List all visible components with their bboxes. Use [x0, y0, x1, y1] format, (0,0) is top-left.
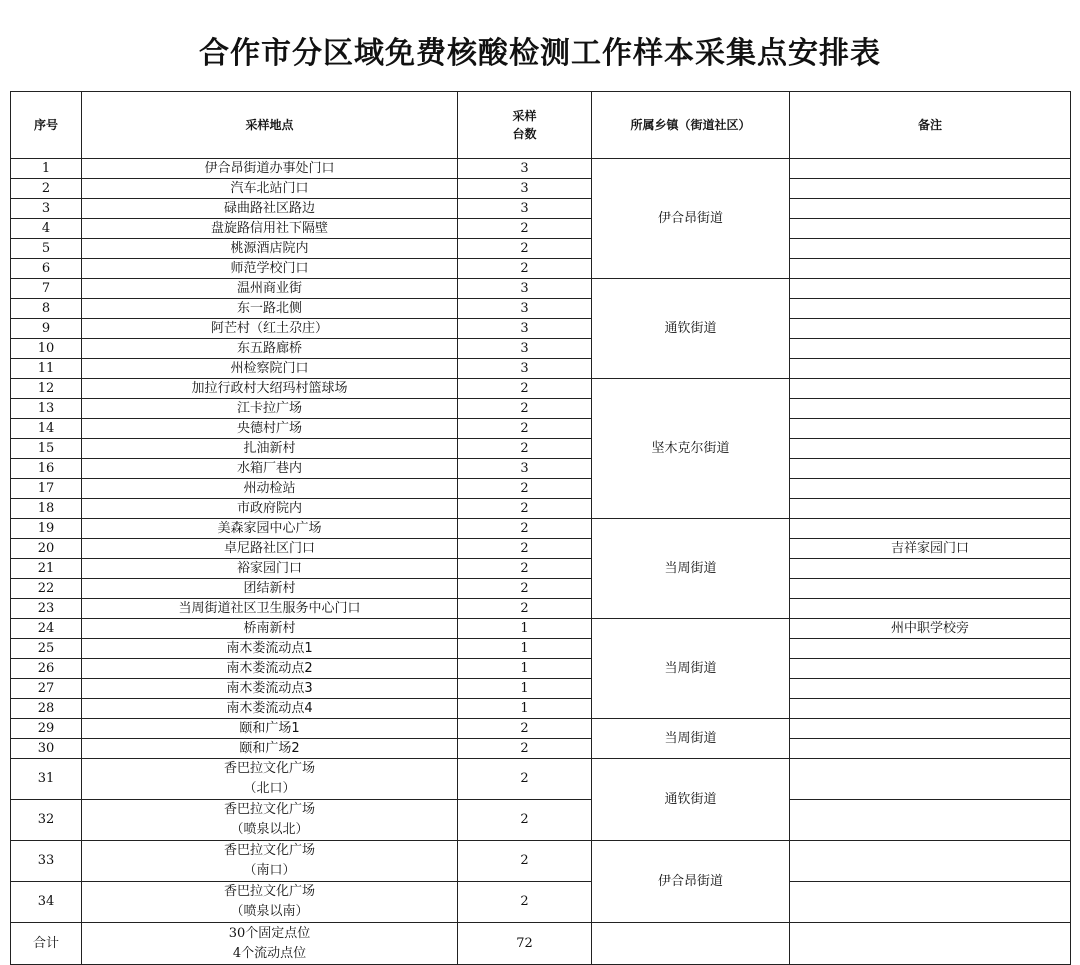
total-town	[592, 923, 790, 965]
cell-note	[790, 399, 1071, 419]
cell-note	[790, 519, 1071, 539]
cell-town: 坚木克尔街道	[592, 379, 790, 519]
cell-seq: 6	[11, 259, 82, 279]
cell-count: 2	[458, 519, 592, 539]
cell-note	[790, 679, 1071, 699]
cell-seq: 17	[11, 479, 82, 499]
cell-count: 2	[458, 399, 592, 419]
cell-town: 伊合昂街道	[592, 841, 790, 923]
total-location-line1: 30个固定点位	[228, 925, 311, 941]
cell-seq: 2	[11, 179, 82, 199]
cell-location: 市政府院内	[82, 499, 458, 519]
table-row	[11, 519, 1071, 539]
table-row	[11, 279, 1071, 299]
total-note	[790, 923, 1071, 965]
cell-location	[82, 759, 458, 800]
cell-note	[790, 179, 1071, 199]
cell-location: 美森家园中心广场	[82, 519, 458, 539]
location-line1: 香巴拉文化广场	[223, 843, 315, 858]
cell-seq: 33	[11, 841, 82, 882]
location-line2: （喷泉以南）	[230, 904, 309, 919]
cell-seq: 20	[11, 539, 82, 559]
cell-location: 桃源酒店院内	[82, 239, 458, 259]
cell-location: 阿芒村（红土尕庄）	[82, 319, 458, 339]
location-line2: （喷泉以北）	[230, 822, 309, 837]
cell-location: 当周街道社区卫生服务中心门口	[82, 599, 458, 619]
cell-note	[790, 759, 1071, 800]
cell-note	[790, 319, 1071, 339]
cell-note	[790, 739, 1071, 759]
total-row	[11, 923, 1071, 965]
cell-count: 2	[458, 739, 592, 759]
table-row	[11, 399, 1071, 419]
cell-seq: 28	[11, 699, 82, 719]
cell-seq: 25	[11, 639, 82, 659]
table-row	[11, 439, 1071, 459]
table-row	[11, 239, 1071, 259]
cell-count: 2	[458, 259, 592, 279]
header-count-line1: 采样	[512, 109, 537, 123]
cell-location: 东一路北侧	[82, 299, 458, 319]
cell-seq: 12	[11, 379, 82, 399]
cell-seq: 11	[11, 359, 82, 379]
cell-location: 加拉行政村大绍玛村篮球场	[82, 379, 458, 399]
cell-location: 师范学校门口	[82, 259, 458, 279]
cell-count: 2	[458, 559, 592, 579]
table-row	[11, 739, 1071, 759]
cell-note	[790, 439, 1071, 459]
cell-note	[790, 579, 1071, 599]
table-row	[11, 679, 1071, 699]
cell-count: 2	[458, 579, 592, 599]
table-row	[11, 719, 1071, 739]
cell-count: 2	[458, 719, 592, 739]
cell-seq: 21	[11, 559, 82, 579]
cell-count: 3	[458, 359, 592, 379]
cell-location: 南木娄流动点1	[82, 639, 458, 659]
cell-count: 2	[458, 539, 592, 559]
table-row	[11, 882, 1071, 923]
cell-location: 央德村广场	[82, 419, 458, 439]
cell-count: 2	[458, 499, 592, 519]
table-row	[11, 579, 1071, 599]
cell-note	[790, 419, 1071, 439]
header-count-line2: 台数	[512, 127, 537, 141]
cell-seq: 34	[11, 882, 82, 923]
cell-note	[790, 659, 1071, 679]
table-row	[11, 359, 1071, 379]
cell-note	[790, 841, 1071, 882]
cell-note	[790, 199, 1071, 219]
header-row	[11, 92, 1071, 159]
table-row	[11, 199, 1071, 219]
cell-seq: 15	[11, 439, 82, 459]
cell-location: 南木娄流动点2	[82, 659, 458, 679]
cell-count: 2	[458, 419, 592, 439]
cell-count: 1	[458, 639, 592, 659]
cell-location: 伊合昂街道办事处门口	[82, 159, 458, 179]
cell-note	[790, 239, 1071, 259]
table-row	[11, 379, 1071, 399]
table-row	[11, 639, 1071, 659]
cell-location: 温州商业街	[82, 279, 458, 299]
cell-note: 吉祥家园门口	[790, 539, 1071, 559]
table-row	[11, 479, 1071, 499]
table-row	[11, 499, 1071, 519]
cell-note	[790, 559, 1071, 579]
table-row	[11, 699, 1071, 719]
cell-location: 东五路廊桥	[82, 339, 458, 359]
cell-location: 颐和广场2	[82, 739, 458, 759]
cell-seq: 30	[11, 739, 82, 759]
cell-seq: 31	[11, 759, 82, 800]
cell-location: 裕家园门口	[82, 559, 458, 579]
cell-note	[790, 699, 1071, 719]
cell-location	[82, 800, 458, 841]
total-label: 合计	[11, 923, 82, 965]
cell-seq: 9	[11, 319, 82, 339]
cell-seq: 1	[11, 159, 82, 179]
table-row	[11, 619, 1071, 639]
cell-town: 通钦街道	[592, 759, 790, 841]
cell-seq: 5	[11, 239, 82, 259]
cell-count: 2	[458, 599, 592, 619]
table-row	[11, 759, 1071, 800]
cell-note	[790, 279, 1071, 299]
cell-location: 团结新村	[82, 579, 458, 599]
cell-town: 通钦街道	[592, 279, 790, 379]
cell-note	[790, 359, 1071, 379]
header-seq: 序号	[11, 92, 82, 159]
table-row	[11, 339, 1071, 359]
cell-count: 2	[458, 479, 592, 499]
cell-count: 3	[458, 159, 592, 179]
table-row	[11, 599, 1071, 619]
cell-count: 3	[458, 459, 592, 479]
cell-note	[790, 639, 1071, 659]
cell-count: 2	[458, 882, 592, 923]
cell-note	[790, 379, 1071, 399]
cell-note	[790, 719, 1071, 739]
cell-location: 州动检站	[82, 479, 458, 499]
cell-location: 碌曲路社区路边	[82, 199, 458, 219]
cell-seq: 18	[11, 499, 82, 519]
table-row	[11, 259, 1071, 279]
cell-count: 3	[458, 199, 592, 219]
cell-note	[790, 499, 1071, 519]
cell-note	[790, 219, 1071, 239]
cell-note: 州中职学校旁	[790, 619, 1071, 639]
cell-note	[790, 339, 1071, 359]
cell-location: 颐和广场1	[82, 719, 458, 739]
cell-count: 3	[458, 319, 592, 339]
cell-location: 汽车北站门口	[82, 179, 458, 199]
cell-location: 卓尼路社区门口	[82, 539, 458, 559]
cell-seq: 3	[11, 199, 82, 219]
table-row	[11, 559, 1071, 579]
cell-count: 2	[458, 379, 592, 399]
cell-count: 3	[458, 179, 592, 199]
table-body	[11, 159, 1071, 923]
total-location	[82, 923, 458, 965]
cell-location: 南木娄流动点3	[82, 679, 458, 699]
cell-seq: 29	[11, 719, 82, 739]
cell-town: 伊合昂街道	[592, 159, 790, 279]
cell-count: 1	[458, 659, 592, 679]
cell-count: 1	[458, 699, 592, 719]
cell-location: 江卡拉广场	[82, 399, 458, 419]
cell-location: 水箱厂巷内	[82, 459, 458, 479]
cell-seq: 32	[11, 800, 82, 841]
cell-location: 州检察院门口	[82, 359, 458, 379]
cell-note	[790, 159, 1071, 179]
cell-seq: 13	[11, 399, 82, 419]
cell-seq: 23	[11, 599, 82, 619]
cell-seq: 14	[11, 419, 82, 439]
table-row	[11, 841, 1071, 882]
header-count	[458, 92, 592, 159]
cell-seq: 8	[11, 299, 82, 319]
cell-count: 1	[458, 619, 592, 639]
cell-count: 2	[458, 239, 592, 259]
location-line2: （北口）	[243, 781, 296, 796]
cell-count: 3	[458, 279, 592, 299]
location-line2: （南口）	[243, 863, 296, 878]
cell-location: 桥南新村	[82, 619, 458, 639]
cell-seq: 26	[11, 659, 82, 679]
cell-count: 2	[458, 759, 592, 800]
cell-seq: 4	[11, 219, 82, 239]
location-line1: 香巴拉文化广场	[223, 761, 315, 776]
cell-town: 当周街道	[592, 619, 790, 719]
total-count: 72	[458, 923, 592, 965]
page-title: 合作市分区域免费核酸检测工作样本采集点安排表	[199, 36, 881, 71]
cell-location: 扎油新村	[82, 439, 458, 459]
cell-note	[790, 599, 1071, 619]
table-row	[11, 219, 1071, 239]
table-row	[11, 659, 1071, 679]
cell-count: 2	[458, 219, 592, 239]
table-row	[11, 179, 1071, 199]
cell-note	[790, 299, 1071, 319]
table-row	[11, 800, 1071, 841]
cell-seq: 7	[11, 279, 82, 299]
cell-count: 3	[458, 299, 592, 319]
cell-count: 2	[458, 439, 592, 459]
location-line1: 香巴拉文化广场	[223, 802, 315, 817]
cell-location	[82, 841, 458, 882]
sampling-schedule-table	[10, 91, 1071, 965]
header-location: 采样地点	[82, 92, 458, 159]
cell-count: 1	[458, 679, 592, 699]
cell-count: 3	[458, 339, 592, 359]
cell-location: 盘旋路信用社下隔壁	[82, 219, 458, 239]
table-row	[11, 459, 1071, 479]
cell-note	[790, 882, 1071, 923]
cell-location	[82, 882, 458, 923]
table-row	[11, 319, 1071, 339]
cell-seq: 16	[11, 459, 82, 479]
header-note: 备注	[790, 92, 1071, 159]
table-row	[11, 419, 1071, 439]
cell-seq: 27	[11, 679, 82, 699]
cell-seq: 19	[11, 519, 82, 539]
cell-seq: 24	[11, 619, 82, 639]
table-row	[11, 539, 1071, 559]
cell-count: 2	[458, 841, 592, 882]
total-location-line2: 4个流动点位	[232, 945, 307, 961]
location-line1: 香巴拉文化广场	[223, 884, 315, 899]
cell-seq: 10	[11, 339, 82, 359]
cell-note	[790, 800, 1071, 841]
header-town: 所属乡镇（街道社区）	[592, 92, 790, 159]
cell-town: 当周街道	[592, 519, 790, 619]
table-row	[11, 299, 1071, 319]
table-row	[11, 159, 1071, 179]
cell-town: 当周街道	[592, 719, 790, 759]
cell-note	[790, 459, 1071, 479]
cell-location: 南木娄流动点4	[82, 699, 458, 719]
cell-note	[790, 479, 1071, 499]
cell-note	[790, 259, 1071, 279]
cell-count: 2	[458, 800, 592, 841]
cell-seq: 22	[11, 579, 82, 599]
